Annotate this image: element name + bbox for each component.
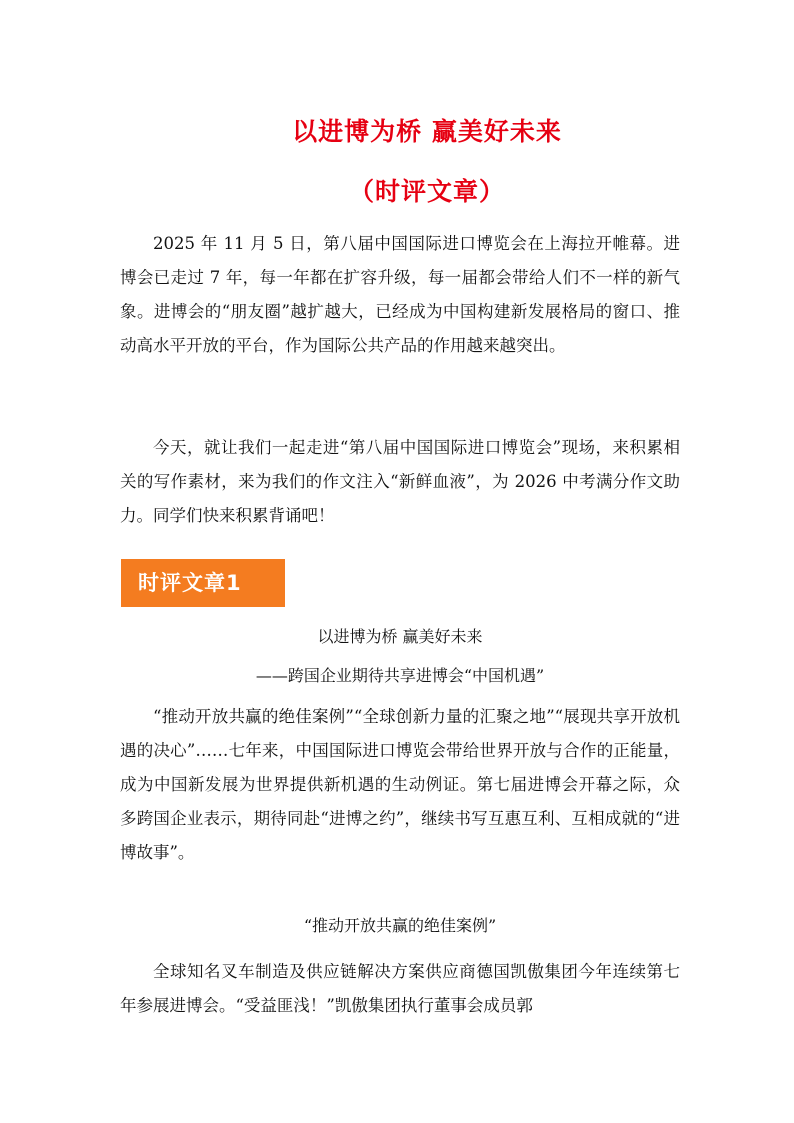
intro-paragraph-2-text: 今天，就让我们一起走进“第八届中国国际进口博览会”现场，来积累相关的写作素材，来为我们的作文注入“新鲜血液”，为 2026 中考满分作文助力。同学们快来积累背诵吧！	[120, 438, 680, 525]
article-paragraph-1-text: “推动开放共赢的绝佳案例”“全球创新力量的汇聚之地”“展现共享开放机遇的决心”……七年来，中国国际进口博览会带给世界开放与合作的正能量，成为中国新发展为世界提供新机遇的生动例证。第七届进博会开幕之际，众多跨国企业表示，期待同赴“进博之约”，继续书写互惠互利、互相成就的“进博故事”。	[120, 707, 680, 862]
article-paragraph-2-text: 全球知名叉车制造及供应链解决方案供应商德国凯傲集团今年连续第七年参展进博会。“受益匪浅！”凯傲集团执行董事会成员郭	[120, 962, 680, 1015]
intro-paragraph-1-text: 2025 年 11 月 5 日，第八届中国国际进口博览会在上海拉开帷幕。进博会已走过 7 年，每一年都在扩容升级，每一届都会带给人们不一样的新气象。进博会的“朋友圈”越扩越大，已经成为中国构建新发展格局的窗口、推动高水平开放的平台，作为国际公共产品的作用越来越突出。	[120, 234, 680, 355]
section-banner: 时评文章1	[121, 559, 285, 607]
intro-paragraph-2	[120, 431, 680, 533]
document-title: 以进博为桥 赢美好未来	[292, 117, 562, 146]
article-title: 以进博为桥 赢美好未来	[317, 627, 483, 646]
article-subtitle: ——跨国企业期待共享进博会“中国机遇”	[255, 666, 545, 685]
article-paragraph-1	[120, 700, 680, 870]
article-section-heading: “推动开放共赢的绝佳案例”	[303, 916, 497, 935]
intro-paragraph-1	[120, 227, 680, 363]
article-paragraph-2	[120, 955, 680, 1023]
document-subtitle: （时评文章）	[348, 177, 505, 206]
